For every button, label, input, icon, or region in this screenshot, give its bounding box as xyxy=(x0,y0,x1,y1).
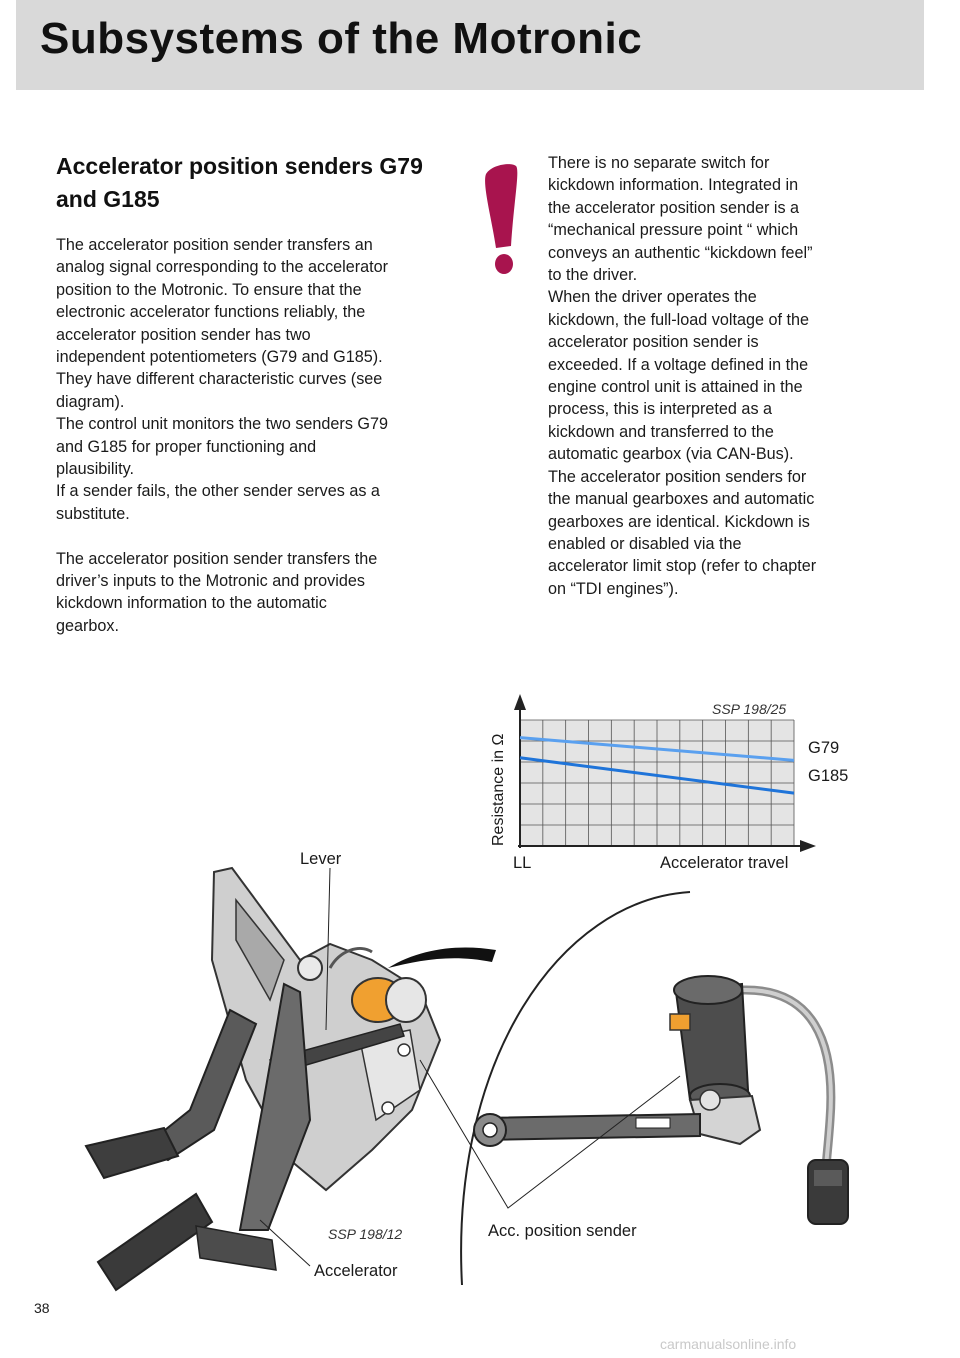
harness-cable xyxy=(738,290,831,470)
sender-plug xyxy=(808,1160,848,1224)
chart-y-axis-label: Resistance in Ω xyxy=(490,733,507,846)
sender-wire xyxy=(728,299,828,469)
illustration-source-label: SSP 198/12 xyxy=(328,1226,403,1242)
sender-label: Acc. position sender xyxy=(488,1222,637,1240)
sender-cable-gray xyxy=(740,292,833,468)
lever-label: Lever xyxy=(300,850,342,868)
chart-source-label: SSP 198/25 xyxy=(712,701,787,717)
wire-bundle-path xyxy=(740,290,831,470)
cable-outline xyxy=(736,290,831,468)
magnified-cable xyxy=(740,295,830,466)
sender-cable-path xyxy=(722,296,832,473)
wires xyxy=(730,292,833,466)
connector-arrow xyxy=(388,947,496,968)
magnified-sender xyxy=(722,294,832,474)
sender-cable-to-plug xyxy=(742,990,831,1172)
cable-sheath xyxy=(736,290,831,468)
harness-to-plug xyxy=(730,296,830,470)
cable-drawing xyxy=(738,292,831,468)
wire-lead xyxy=(736,288,833,470)
cable-route xyxy=(734,292,831,470)
sender-cable-drawn xyxy=(720,292,830,472)
sender-cable xyxy=(740,296,820,310)
plug-wire xyxy=(738,296,832,470)
sender-cable-line xyxy=(736,290,828,464)
sender-wire-bundle xyxy=(728,292,831,466)
chart-legend-g185: G185 xyxy=(808,767,849,785)
sender-cable-loop xyxy=(726,295,831,468)
chart-x-axis-label: Accelerator travel xyxy=(660,854,789,872)
accelerator-label: Accelerator xyxy=(314,1262,398,1280)
section-heading: Accelerator position senders G79 and G185 xyxy=(56,153,423,212)
page-title: Subsystems of the Motronic xyxy=(40,14,643,63)
chart-legend-g79: G79 xyxy=(808,739,840,757)
sender-harness xyxy=(724,296,832,466)
right-paragraph: There is no separate switch for kickdown information. Integrated in the accelerator position sender is a “mechanical pressure point “ which conveys an authentic “kickdown feel” to the driver. When the driver operates the kickdown, the full-load voltage of the accelerator position sender is exceeded. If a voltage defined in the engine control unit is attained in the process, this is interpreted as a kickdown and transferred to the automatic gearbox (via CAN-Bus). The accelerator position senders for the manual gearboxes and automatic gearboxes are identical. Kickdown is enabled or disabled via the accelerator limit stop (refer to chapter on “TDI engines”). xyxy=(548,154,817,598)
chart-x-origin-label: LL xyxy=(513,854,532,872)
accelerator-pedal-pad xyxy=(98,1194,212,1290)
left-paragraph-1: The accelerator position sender transfers an analog signal corresponding to the accelerator position to the Motronic. To ensure that the electronic accelerator functions reliably, the accelerator position sender has two independent potentiometers (G79 and G185). They have different characteristic curves (see diagram). The control unit monitors the two senders G79 and G185 for proper functioning and plausibility. If a sender fails, the other sender serves as a substitute. xyxy=(56,236,389,523)
wire-harness xyxy=(728,296,831,466)
page-number: 38 xyxy=(34,1300,50,1316)
cable xyxy=(730,290,831,466)
left-paragraph-2: The accelerator position sender transfers the driver’s inputs to the Motronic and provides kickdown information to the automatic gearbox. xyxy=(56,549,378,635)
cable-run xyxy=(740,288,833,470)
cable-to-plug xyxy=(722,298,830,466)
sender-mounting-tab xyxy=(670,1014,690,1030)
brake-pedal-pad xyxy=(86,1128,178,1178)
watermark: carmanualsonline.info xyxy=(660,1336,797,1352)
